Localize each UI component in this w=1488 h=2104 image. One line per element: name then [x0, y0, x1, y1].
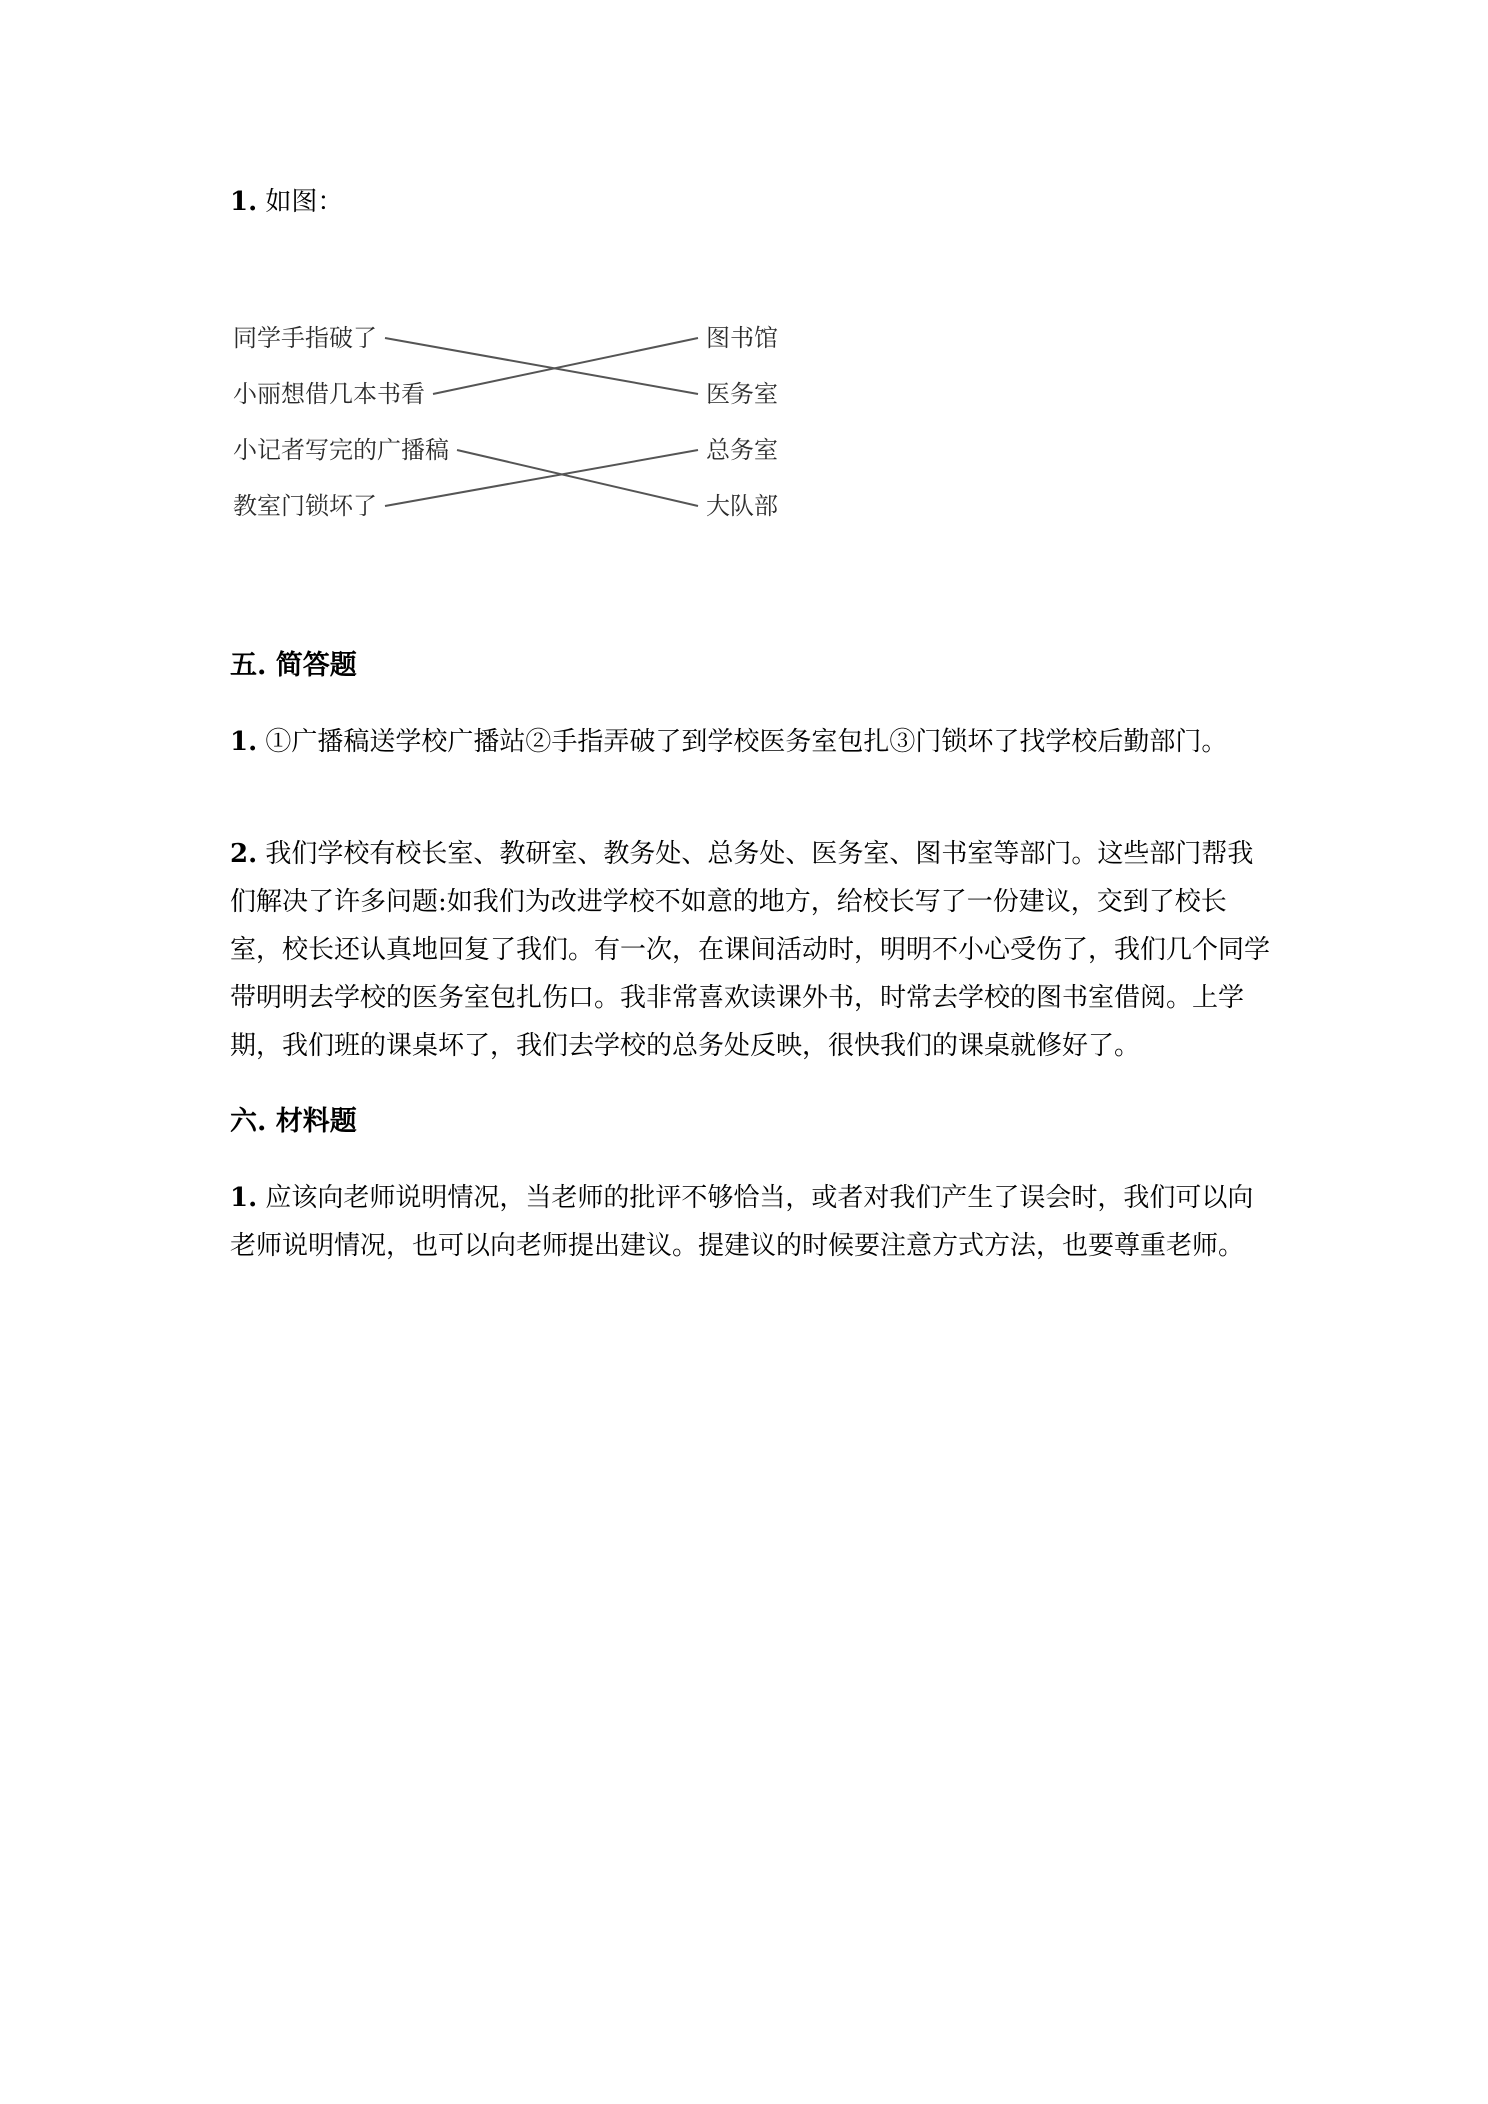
match-line [433, 338, 698, 394]
right-item: 大队部 [706, 492, 778, 520]
section5-item-2 [230, 830, 1270, 1070]
matching-diagram [228, 320, 828, 535]
section6-item-1 [230, 1174, 1270, 1270]
q1-intro [230, 178, 1270, 226]
right-item: 医务室 [706, 380, 778, 408]
section5-title: 五. 简答题 [230, 650, 357, 681]
left-item: 同学手指破了 [233, 324, 377, 352]
item-text: 我们学校有校长室、教研室、教务处、总务处、医务室、图书室等部门。这些部门帮我们解决了许多问题:如我们为改进学校不如意的地方，给校长写了一份建议，交到了校长室，校长还认真地回复了我们。有一次，在课间活动时，明明不小心受伤了，我们几个同学带明明去学校的医务室包扎伤口。我非常喜欢读课外书，时常去学校的图书室借阅。上学期，我们班的课桌坏了，我们去学校的总务处反映，很快我们的课桌就修好了。 [230, 839, 1271, 1061]
q1-text: 如图： [265, 187, 344, 217]
right-item: 总务室 [706, 436, 778, 464]
left-item: 小丽想借几本书看 [233, 380, 425, 408]
left-item: 教室门锁坏了 [233, 492, 377, 520]
item-number: 1. [230, 727, 258, 757]
right-item: 图书馆 [706, 324, 778, 352]
match-line [457, 450, 698, 506]
q1-number: 1. [230, 187, 258, 217]
section5-item-1 [230, 718, 1270, 766]
item-text: 应该向老师说明情况，当老师的批评不够恰当，或者对我们产生了误会时，我们可以向老师说明情况，也可以向老师提出建议。提建议的时候要注意方式方法，也要尊重老师。 [230, 1183, 1254, 1261]
match-line [385, 338, 698, 394]
left-item: 小记者写完的广播稿 [233, 436, 449, 464]
item-number: 2. [230, 839, 258, 869]
item-text: ①广播稿送学校广播站②手指弄破了到学校医务室包扎③门锁坏了找学校后勤部门。 [265, 727, 1228, 757]
item-number: 1. [230, 1183, 258, 1213]
section6-title: 六. 材料题 [230, 1106, 357, 1137]
